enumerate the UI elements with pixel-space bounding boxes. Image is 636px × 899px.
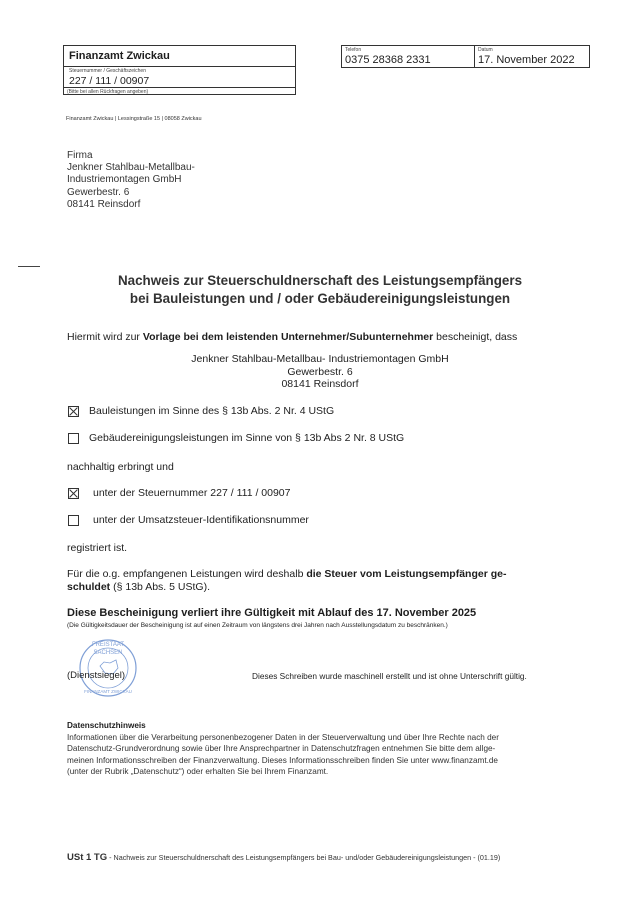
company-street: Gewerbestr. 6 xyxy=(287,365,353,378)
document-title xyxy=(40,272,600,308)
sender-line: Finanzamt Zwickau | Lessingstraße 15 | 08058 Zwickau xyxy=(66,116,202,122)
stamp-text-bottom: FINANZAMT ZWICKAU xyxy=(84,689,132,694)
registered-text: registriert ist. xyxy=(67,542,128,554)
title-line: bei Bauleistungen und / oder Gebäudereinigungsleistungen xyxy=(129,291,511,306)
company-block xyxy=(170,353,470,391)
option-gebaeudereinigung-label: Gebäudereinigungsleistungen im Sinne von § 13b Abs 2 Nr. 8 UStG xyxy=(89,432,405,444)
company-city: 08141 Reinsdorf xyxy=(281,378,359,390)
title-line: Nachweis zur Steuerschuldnerschaft des Leistungsempfängers xyxy=(117,273,523,288)
recipient-line: Firma xyxy=(67,150,93,161)
checkbox-ust-id[interactable] xyxy=(68,515,79,526)
seal-label: (Dienstsiegel) xyxy=(67,670,126,681)
recipient-line: Industriemontagen GmbH xyxy=(67,174,182,186)
stamp-text-top: FREISTAAT xyxy=(91,642,125,648)
form-footer xyxy=(67,852,500,863)
phone-label: Telefon xyxy=(345,47,362,53)
tax-number-note: (Bitte bei allen Rückfragen angeben) xyxy=(67,89,149,95)
validity-note: (Die Gültigkeitsdauer der Bescheinigung ist auf einen Zeitraum von längstens drei Jahren nach Ausstellungsdatum zu beschränken.) xyxy=(67,622,448,629)
machine-note: Dieses Schreiben wurde maschinell erstellt und ist ohne Unterschrift gültig. xyxy=(252,671,527,681)
checkbox-steuernummer[interactable] xyxy=(68,488,79,499)
recipient-line: 08141 Reinsdorf xyxy=(67,198,141,210)
intro-bold: Vorlage bei dem leistenden Unternehmer/Subunternehmer xyxy=(142,331,434,343)
form-description: - Nachweis zur Steuerschuldnerschaft des Leistungsempfängers bei Bau- und/oder Gebäudereinigungsleistungen - (01.19) xyxy=(107,853,501,862)
date-label: Datum xyxy=(478,47,493,53)
tax-number: 227 / 111 / 00907 xyxy=(69,75,150,87)
form-code: USt 1 TG xyxy=(67,852,108,863)
company-name: Jenkner Stahlbau-Metallbau- Industriemontagen GmbH xyxy=(191,353,449,365)
registration-steuernummer-label: unter der Steuernummer 227 / 111 / 00907 xyxy=(93,487,291,499)
checkbox-bauleistungen[interactable] xyxy=(68,406,79,417)
tax-number-label: Steuernummer / Geschäftszeichen xyxy=(69,68,146,74)
privacy-heading: Datenschutzhinweis xyxy=(67,721,146,730)
recipient-address xyxy=(67,150,195,211)
intro-text: Hiermit wird zur Vorlage bei dem leistenden Unternehmer/Subunternehmer bescheinigt, dass xyxy=(67,331,518,343)
validity-title: Diese Bescheinigung verliert ihre Gültigkeit mit Ablauf des 17. November 2025 xyxy=(67,607,477,619)
stamp-text-mid: SACHSEN xyxy=(93,650,123,656)
office-box xyxy=(63,45,296,95)
fold-mark xyxy=(18,266,40,267)
office-name: Finanzamt Zwickau xyxy=(69,50,170,62)
sustained-text: nachhaltig erbringt und xyxy=(67,461,174,473)
registration-ust-id-label: unter der Umsatzsteuer-Identifikationsnummer xyxy=(93,514,309,526)
privacy-text: Informationen über die Verarbeitung personenbezogener Daten in der Steuerverwaltung und über Ihre Rechte nach der Datenschutz-Grundverordnung sowie über Ihre Ansprechpartner in Datenschutzfragen entnehmen Sie bitte dem allge- meinen Informationsschreiben der Finanzverwaltung. Dieses Informationsschreiben finden Sie unter www.finanzamt.de (unter der Rubrik „Datenschutz“) oder erhalten Sie bei Ihrem Finanzamt. xyxy=(67,733,499,776)
checkbox-gebaeudereinigung[interactable] xyxy=(68,433,79,444)
recipient-line: Jenkner Stahlbau-Metallbau- xyxy=(67,162,195,174)
option-bauleistungen-label: Bauleistungen im Sinne des § 13b Abs. 2 Nr. 4 UStG xyxy=(89,405,335,417)
date-value: 17. November 2022 xyxy=(478,54,575,66)
phone-number: 0375 28368 2331 xyxy=(345,54,431,66)
recipient-line: Gewerbestr. 6 xyxy=(67,186,130,198)
phone-box xyxy=(341,45,474,68)
date-box xyxy=(474,45,590,68)
consequence-text: Für die o.g. empfangenen Leistungen wird deshalb die Steuer vom Leistungsempfänger ge- schuldet (§ 13b Abs. 5 UStG). xyxy=(67,568,507,593)
